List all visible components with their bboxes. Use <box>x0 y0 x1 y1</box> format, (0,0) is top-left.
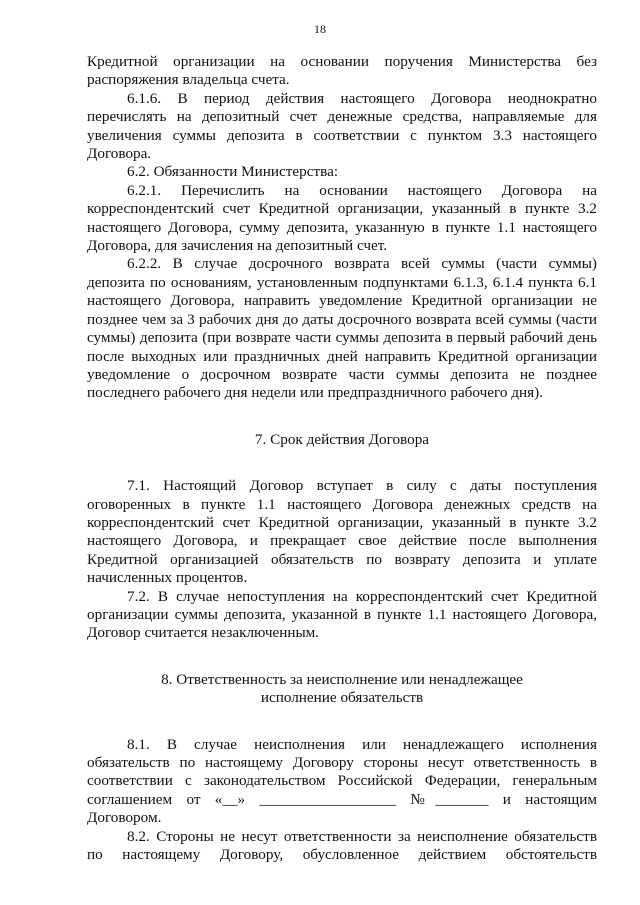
paragraph-6-2-2: 6.2.2. В случае досрочного возврата всей суммы (части суммы) депозита по основаниям, установленным подпунктами 6.1.3, 6.1.4 пункта 6.1 настоящего Договора, направить уведомление Кредитной организации не позднее чем за 3 рабочих дня до даты досрочного возврата всей суммы (части суммы) депозита (при возврате части суммы депозита в первый рабочий день после выходных или праздничных дней направить Кредитной организации уведомление о досрочном возврате части суммы депозита не позднее последнего рабочего дня недели или предпраздничного рабочего дня). <box>87 255 597 402</box>
paragraph-7-1: 7.1. Настоящий Договор вступает в силу с даты поступления оговоренных в пункте 1.1 настоящего Договора денежных средств на корреспондентский счет Кредитной организации, указанный в пункте 3.2 настоящего Договора, и прекращает свое действие после выполнения Кредитной организацией обязательств по возврату депозита и уплате начисленных процентов. <box>87 477 597 587</box>
paragraph-6-2: 6.2. Обязанности Министерства: <box>127 163 339 181</box>
paragraph-7-2: 7.2. В случае непоступления на корреспондентский счет Кредитной организации суммы депозита, указанной в пункте 1.1 настоящего Договора, Договор считается незаключенным. <box>87 587 597 642</box>
section-7-heading: 7. Срок действия Договора <box>254 430 430 448</box>
page-number: 18 <box>314 22 326 36</box>
paragraph-intro: Кредитной организации на основании поручения Министерства без распоряжения владельца счета. <box>87 53 597 89</box>
paragraph-8-1: 8.1. В случае неисполнения или ненадлежащего исполнения обязательств по настоящему Договору стороны несут ответственность в соответствии с законодательством Российской Федерации, генеральным соглашением от «__» __________________ №_______ и настоящим Договором. <box>87 735 597 827</box>
paragraph-6-1-6: 6.1.6. В период действия настоящего Договора неоднократно перечислять на депозитный счет денежные средства, направляемые для увеличения суммы депозита в соответствии с пунктом 3.3 настоящего Договора. <box>87 89 597 163</box>
document-body <box>87 53 597 864</box>
section-8-heading-line1: 8. Ответственность за неисполнение или ненадлежащее <box>161 670 523 688</box>
paragraph-8-2: 8.2. Стороны не несут ответственности за неисполнение обязательств по настоящему Договору, обусловленное действием обстоятельств <box>87 827 597 864</box>
section-8-heading-line2: исполнение обязательств <box>260 689 424 707</box>
paragraph-6-2-1: 6.2.1. Перечислить на основании настоящего Договора на корреспондентский счет Кредитной организации, указанный в пункте 3.2 настоящего Договора, сумму депозита, указанную в пункте 1.1 настоящего Договора, для зачисления на депозитный счет. <box>87 181 597 255</box>
